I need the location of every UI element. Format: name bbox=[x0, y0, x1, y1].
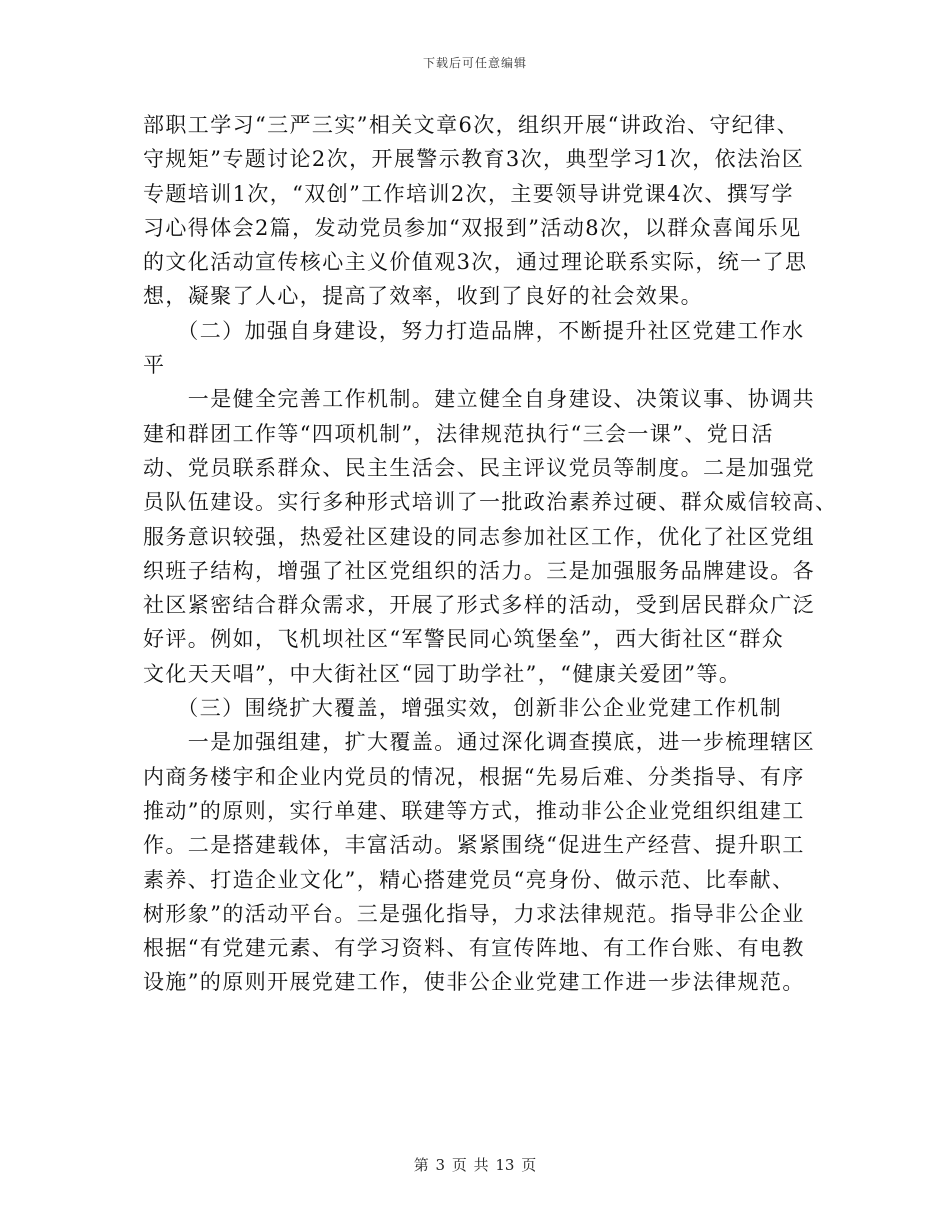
text-line: 员队伍建设。实行多种形式培训了一批政治素养过硬、群众威信较高、 bbox=[143, 490, 838, 515]
text-line: 建和群团工作等“四项机制”，法律规范执行“三会一课”、党日活 bbox=[143, 421, 774, 446]
text-line: 想，凝聚了人心，提高了效率，收到了良好的社会效果。 bbox=[143, 284, 703, 309]
text-line: 设施”的原则开展党建工作，使非公企业党建工作进一步法律规范。 bbox=[143, 970, 805, 995]
text-line: 社区紧密结合群众需求，开展了形式多样的活动，受到居民群众广泛 bbox=[143, 593, 815, 618]
text-line: 内商务楼宇和企业内党员的情况，根据“先易后难、分类指导、有序 bbox=[143, 764, 805, 789]
text-line: 专题培训1次，“双创”工作培训2次，主要领导讲党课4次、撰写学 bbox=[143, 181, 794, 206]
text-line: 素养、打造企业文化”，精心搭建党员“亮身份、做示范、比奉献、 bbox=[143, 867, 795, 892]
text-line: 动、党员联系群众、民主生活会、民主评议党员等制度。二是加强党 bbox=[143, 455, 815, 480]
text-line: 的文化活动宣传核心主义价值观3次，通过理论联系实际，统一了思 bbox=[143, 250, 808, 275]
section-heading-3: （三）围绕扩大覆盖，增强实效，创新非公企业党建工作机制 bbox=[143, 696, 783, 721]
text-line: 织班子结构，增强了社区党组织的活力。三是加强服务品牌建设。各 bbox=[143, 558, 815, 583]
section-heading-2-cont: 平 bbox=[143, 353, 166, 378]
text-line: 作。二是搭建载体，丰富活动。紧紧围绕“促进生产经营、提升职工 bbox=[143, 833, 805, 858]
text-line: 推动”的原则，实行单建、联建等方式，推动非公企业党组织组建工 bbox=[143, 798, 805, 823]
text-line: 一是加强组建，扩大覆盖。通过深化调查摸底，进一步梳理辖区 bbox=[143, 730, 815, 755]
text-line: 服务意识较强，热爱社区建设的同志参加社区工作，优化了社区党组 bbox=[143, 524, 815, 549]
text-line: 习心得体会2篇，发动党员参加“双报到”活动8次，以群众喜闻乐见 bbox=[143, 215, 802, 240]
section-heading-2: （二）加强自身建设，努力打造品牌，不断提升社区党建工作水 bbox=[143, 318, 805, 343]
document-body bbox=[143, 108, 838, 1000]
text-line: 树形象”的活动平台。三是强化指导，力求法律规范。指导非公企业 bbox=[143, 901, 805, 926]
page-number-footer: 第 3 页 共 13 页 bbox=[413, 1156, 537, 1174]
text-line: 部职工学习“三严三实”相关文章6次，组织开展“讲政治、守纪律、 bbox=[143, 113, 799, 137]
text-line: 文化天天唱”，中大街社区“园丁助学社”，“健康关爱团”等。 bbox=[143, 661, 742, 686]
page-header: 下载后可任意编辑 bbox=[422, 56, 527, 70]
text-line: 守规矩”专题讨论2次，开展警示教育3次，典型学习1次，依法治区 bbox=[143, 147, 805, 172]
text-line: 好评。例如，飞机坝社区“军警民同心筑堡垒”，西大街社区“群众 bbox=[143, 627, 785, 652]
text-line: 一是健全完善工作机制。建立健全自身建设、决策议事、协调共 bbox=[143, 387, 815, 412]
text-line: 根据“有党建元素、有学习资料、有宣传阵地、有工作台账、有电教 bbox=[143, 936, 805, 961]
